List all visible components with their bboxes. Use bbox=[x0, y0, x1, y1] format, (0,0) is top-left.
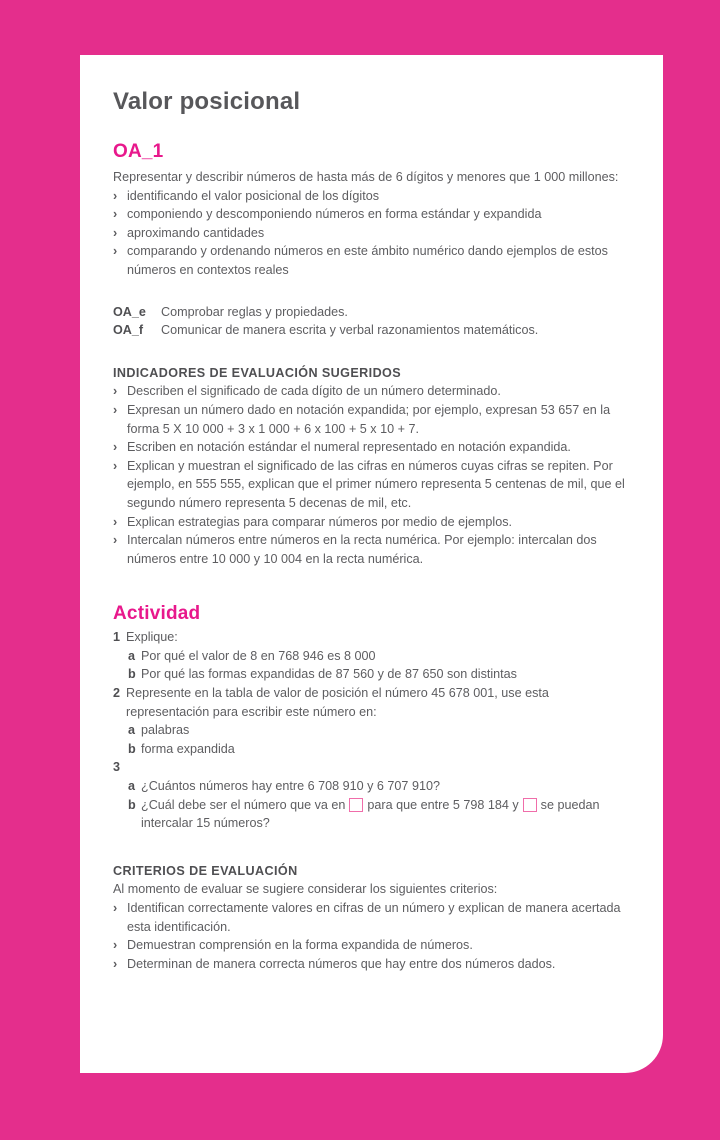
actividad-subitem-3a bbox=[128, 777, 630, 796]
document-card bbox=[80, 55, 663, 1073]
bullet-text: Describen el significado de cada dígito de un número determinado. bbox=[127, 384, 501, 399]
oa1-bullet-list bbox=[113, 187, 630, 280]
bullet-text: comparando y ordenando números en este ámbito numérico dando ejemplos de estos números en contextos reales bbox=[127, 244, 608, 277]
item-number: 2 bbox=[113, 686, 121, 701]
subitem-letter: b bbox=[128, 797, 136, 812]
criterios-heading: CRITERIOS DE EVALUACIÓN bbox=[113, 863, 298, 878]
oa-code: OA_f bbox=[113, 323, 144, 338]
actividad-subitem-3b bbox=[128, 796, 630, 833]
bullet-item bbox=[113, 955, 630, 974]
item-number: 1 bbox=[113, 630, 121, 645]
item-text: Represente en la tabla de valor de posición el número 45 678 001, use esta representación para escribir este número en: bbox=[126, 686, 549, 719]
oa-reference-item bbox=[113, 321, 630, 340]
subitem-letter: a bbox=[128, 779, 136, 794]
bullet-text: Expresan un número dado en notación expandida; por ejemplo, expresan 53 657 en la forma 5 X 10 000 + 3 x 1 000 + 6 x 100 + 5 x 10 + 7. bbox=[127, 402, 611, 436]
bullet-item bbox=[113, 242, 630, 279]
subitem-text-with-boxes bbox=[141, 796, 630, 833]
answer-box bbox=[349, 798, 363, 812]
bullet-item bbox=[113, 401, 630, 438]
actividad-item-1 bbox=[113, 628, 630, 647]
bullet-item bbox=[113, 438, 630, 457]
bullet-marker: › bbox=[113, 533, 118, 548]
actividad-list bbox=[113, 628, 630, 833]
subitem-text: palabras bbox=[141, 723, 190, 738]
criterios-bullet-list bbox=[113, 899, 630, 973]
bullet-item bbox=[113, 205, 630, 224]
indicadores-bullet-list bbox=[113, 382, 630, 568]
bullet-item bbox=[113, 531, 630, 568]
subitem-text: Por qué el valor de 8 en 768 946 es 8 000 bbox=[141, 648, 376, 663]
subitem-letter: a bbox=[128, 648, 136, 663]
page-title: Valor posicional bbox=[113, 88, 301, 115]
item-text bbox=[126, 758, 630, 777]
bullet-text: Demuestran comprensión en la forma expandida de números. bbox=[127, 938, 473, 953]
bullet-text: identificando el valor posicional de los dígitos bbox=[127, 188, 380, 203]
bullet-text: Intercalan números entre números en la recta numérica. Por ejemplo: intercalan dos números entre 10 000 y 10 004 en la recta numérica. bbox=[127, 533, 597, 566]
subitem-text-part: para que entre 5 798 184 y bbox=[367, 797, 519, 812]
oa1-heading: OA_1 bbox=[113, 141, 164, 162]
subitem-letter: a bbox=[128, 723, 136, 738]
indicadores-heading: INDICADORES DE EVALUACIÓN SUGERIDOS bbox=[113, 365, 402, 380]
subitem-text: forma expandida bbox=[141, 741, 235, 756]
bullet-marker: › bbox=[113, 244, 118, 259]
actividad-heading: Actividad bbox=[113, 603, 201, 625]
answer-box bbox=[523, 798, 537, 812]
subitem-letter: b bbox=[128, 667, 136, 682]
actividad-item-2 bbox=[113, 684, 630, 721]
bullet-marker: › bbox=[113, 225, 118, 240]
oa-reference-item bbox=[113, 303, 630, 322]
bullet-marker: › bbox=[113, 188, 118, 203]
bullet-text: Escriben en notación estándar el numeral representado en notación expandida. bbox=[127, 440, 571, 455]
bullet-item bbox=[113, 224, 630, 243]
oa1-intro: Representar y describir números de hasta más de 6 dígitos y menores que 1 000 millones: bbox=[113, 170, 619, 184]
bullet-marker: › bbox=[113, 402, 118, 417]
bullet-item bbox=[113, 936, 630, 955]
item-number: 3 bbox=[113, 760, 121, 775]
bullet-text: componiendo y descomponiendo números en forma estándar y expandida bbox=[127, 207, 542, 222]
bullet-marker: › bbox=[113, 938, 118, 953]
bullet-marker: › bbox=[113, 440, 118, 455]
subitem-text-part: ¿Cuál debe ser el número que va en bbox=[141, 797, 346, 812]
bullet-marker: › bbox=[113, 458, 118, 473]
actividad-item-3 bbox=[113, 758, 630, 777]
bullet-text: Explican y muestran el significado de las cifras en números cuyas cifras se repiten. Por ejemplo, en 555 555, explican que el primer número representa 5 centenas de mil, que el segundo número representa 5 decenas de mil, etc. bbox=[127, 458, 625, 510]
subitem-text: Por qué las formas expandidas de 87 560 y de 87 650 son distintas bbox=[141, 667, 517, 682]
bullet-marker: › bbox=[113, 956, 118, 971]
item-text: Explique: bbox=[126, 630, 178, 645]
bullet-text: Identifican correctamente valores en cifras de un número y explican de manera acertada esta identificación. bbox=[127, 901, 621, 934]
subitem-text-part: se puedan intercalar 15 números? bbox=[141, 797, 600, 831]
bullet-item bbox=[113, 513, 630, 532]
bullet-marker: › bbox=[113, 384, 118, 399]
subitem-letter: b bbox=[128, 741, 136, 756]
actividad-subitem-2a bbox=[128, 721, 630, 740]
bullet-marker: › bbox=[113, 207, 118, 222]
actividad-subitem-2b bbox=[128, 740, 630, 759]
bullet-marker: › bbox=[113, 901, 118, 915]
actividad-subitem-1a bbox=[128, 647, 630, 666]
bullet-item bbox=[113, 382, 630, 401]
oa-reference-list bbox=[113, 303, 630, 340]
bullet-text: aproximando cantidades bbox=[127, 225, 265, 240]
oa-description: Comprobar reglas y propiedades. bbox=[161, 304, 348, 319]
subitem-text: ¿Cuántos números hay entre 6 708 910 y 6 707 910? bbox=[141, 779, 440, 794]
bullet-text: Determinan de manera correcta números que hay entre dos números dados. bbox=[127, 956, 556, 971]
criterios-intro: Al momento de evaluar se sugiere considerar los siguientes criterios: bbox=[113, 882, 498, 897]
oa-code: OA_e bbox=[113, 304, 146, 319]
bullet-item bbox=[113, 899, 630, 936]
bullet-item bbox=[113, 187, 630, 206]
bullet-item bbox=[113, 457, 630, 513]
bullet-marker: › bbox=[113, 514, 118, 529]
bullet-text: Explican estrategias para comparar números por medio de ejemplos. bbox=[127, 514, 513, 529]
actividad-subitem-1b bbox=[128, 665, 630, 684]
oa-description: Comunicar de manera escrita y verbal razonamientos matemáticos. bbox=[161, 323, 539, 338]
